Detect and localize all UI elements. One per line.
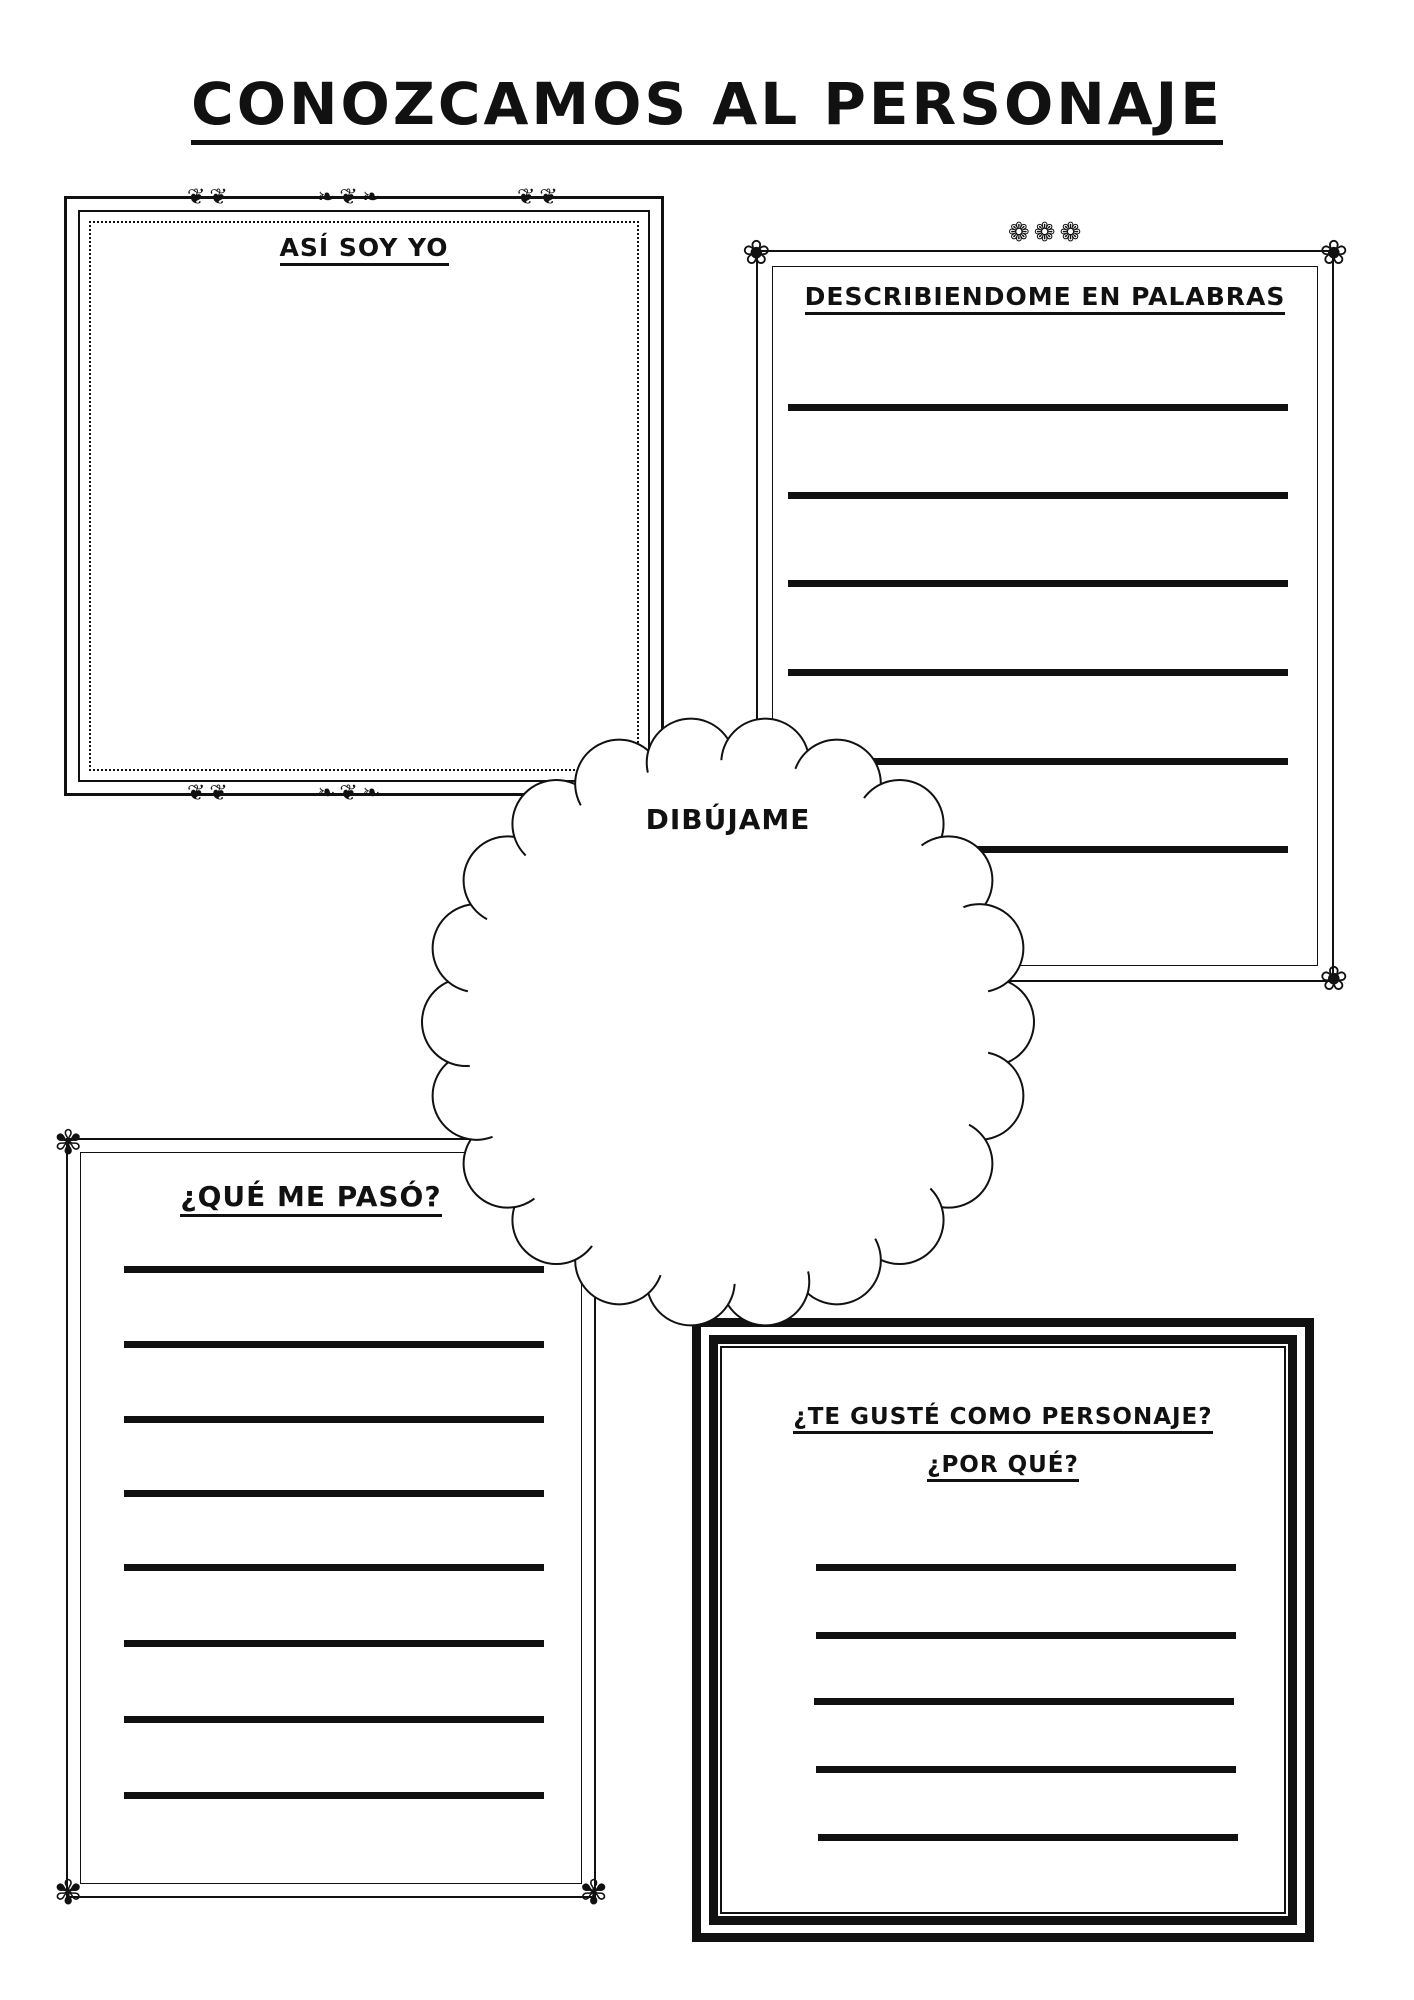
te-guste-heading: ¿TE GUSTÉ COMO PERSONAJE? <box>718 1404 1288 1430</box>
writing-line <box>788 492 1288 499</box>
ornament-top-right: ❦❦ <box>517 185 562 210</box>
writing-line <box>816 1632 1236 1639</box>
asi-soy-yo-heading: ASÍ SOY YO <box>67 233 661 262</box>
ornament-bottom-left: ❦❦ <box>187 781 232 806</box>
ornament-top-center: ❁❁❁ <box>1008 218 1086 248</box>
ornament-bottom-center: ❧❦❧ <box>317 781 385 806</box>
dibujame-heading: DIBÚJAME <box>645 803 811 836</box>
cloud-fill <box>466 760 990 1284</box>
writing-line <box>788 580 1288 587</box>
corner-ornament-icon: ✾ <box>54 1873 83 1913</box>
writing-line <box>814 1698 1234 1705</box>
corner-ornament-icon: ✾ <box>54 1123 83 1163</box>
corner-ornament-icon: ❀ <box>1319 233 1348 273</box>
ornament-top-left: ❦❦ <box>187 185 232 210</box>
writing-line <box>124 1490 544 1497</box>
writing-line <box>816 1766 1236 1773</box>
describiendome-heading: DESCRIBIENDOME EN PALABRAS <box>758 282 1332 311</box>
writing-line <box>788 404 1288 411</box>
te-guste-frame <box>692 1318 1314 1942</box>
writing-line <box>124 1341 544 1348</box>
writing-line <box>124 1792 544 1799</box>
writing-line <box>788 669 1288 676</box>
por-que-heading: ¿POR QUÉ? <box>718 1452 1288 1478</box>
frame-inner-border <box>89 221 639 771</box>
writing-line <box>818 1834 1238 1841</box>
corner-ornament-icon: ✾ <box>579 1873 608 1913</box>
que-me-paso-heading: ¿QUÉ ME PASÓ? <box>28 1180 594 1213</box>
writing-line <box>124 1416 544 1423</box>
ornament-top-center: ❧❦❧ <box>317 185 385 210</box>
corner-ornament-icon: ❀ <box>1319 959 1348 999</box>
corner-ornament-icon: ❀ <box>742 233 771 273</box>
writing-line <box>124 1564 544 1571</box>
writing-line <box>124 1716 544 1723</box>
writing-line <box>124 1640 544 1647</box>
asi-soy-yo-frame <box>64 185 664 806</box>
writing-line <box>816 1564 1236 1571</box>
page-title: CONOZCAMOS AL PERSONAJE <box>0 70 1414 138</box>
